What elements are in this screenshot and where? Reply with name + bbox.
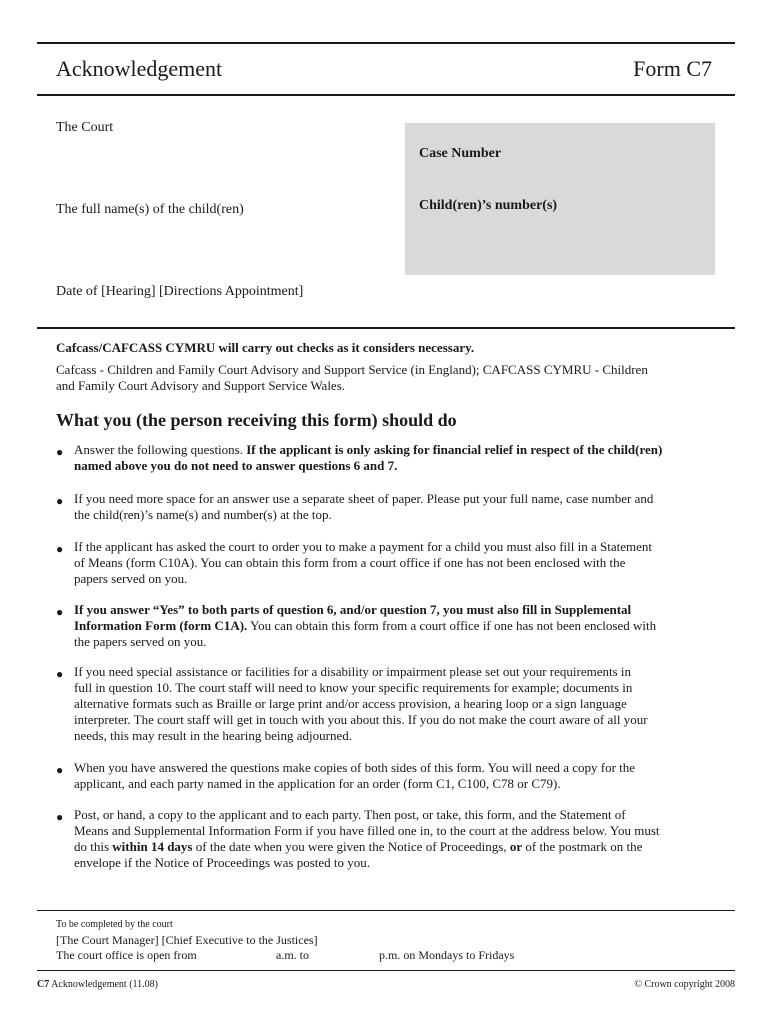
instruction-item bbox=[74, 602, 724, 650]
instruction-text: Answer the following questions. bbox=[74, 442, 247, 457]
footer-form-name: Acknowledgement (11.08) bbox=[49, 979, 159, 990]
children-numbers-label: Child(ren)’s number(s) bbox=[419, 198, 558, 213]
instruction-text: If you need special assistance or facilities for a disability or impairment please set out your requirements in bbox=[74, 664, 632, 679]
instruction-text: full in question 10. The court staff will need to know your specific requirements for example; documents in bbox=[74, 680, 633, 695]
footer-form-id bbox=[37, 979, 158, 991]
office-hours-am: a.m. to bbox=[276, 948, 309, 962]
instruction-text: envelope if the Notice of Proceedings was posted to you. bbox=[74, 855, 371, 870]
bullet-icon: ● bbox=[56, 810, 64, 824]
cafcass-notice: Cafcass/CAFCASS CYMRU will carry out checks as it considers necessary. bbox=[56, 340, 475, 355]
instruction-text: of Means (form C10A). You can obtain this form from a court office if one has not been enclosed with the bbox=[74, 555, 626, 570]
bullet-icon: ● bbox=[56, 494, 64, 508]
court-section-caption: To be completed by the court bbox=[56, 919, 173, 930]
instruction-item bbox=[74, 491, 724, 523]
court-section-rule bbox=[37, 910, 735, 911]
instruction-text: the papers served on you. bbox=[74, 634, 207, 649]
cafcass-definition-line: Cafcass - Children and Family Court Advisory and Support Service (in England); CAFCASS CYMRU - Children bbox=[56, 362, 648, 377]
children-names-label: The full name(s) of the child(ren) bbox=[56, 202, 244, 217]
top-rule bbox=[37, 42, 735, 44]
instruction-text: When you have answered the questions make copies of both sides of this form. You will need a copy for the bbox=[74, 760, 636, 775]
instruction-text: Post, or hand, a copy to the applicant and to each party. Then post, or take, this form, and the Statement of bbox=[74, 807, 626, 822]
instruction-item bbox=[74, 539, 724, 587]
section-rule bbox=[37, 327, 735, 329]
instruction-text: If the applicant has asked the court to order you to make a payment for a child you must also fill in a Statement bbox=[74, 539, 652, 554]
instruction-text: of the date when you were given the Notice of Proceedings, bbox=[192, 839, 510, 854]
instruction-text: the child(ren)’s name(s) and number(s) at the top. bbox=[74, 507, 332, 522]
instruction-item bbox=[74, 442, 724, 474]
court-manager-label: [The Court Manager] [Chief Executive to the Justices] bbox=[56, 933, 318, 947]
instruction-text: of the postmark on the bbox=[522, 839, 643, 854]
instruction-emphasis: within 14 days bbox=[112, 839, 193, 854]
instruction-emphasis: or bbox=[509, 839, 523, 854]
office-hours-label: The court office is open from bbox=[56, 948, 197, 962]
cafcass-definition-line: and Family Court Advisory and Support Service Wales. bbox=[56, 378, 346, 393]
bullet-icon: ● bbox=[56, 763, 64, 777]
bullet-icon: ● bbox=[56, 605, 64, 619]
instruction-text: papers served on you. bbox=[74, 571, 188, 586]
court-label: The Court bbox=[56, 120, 114, 135]
instruction-emphasis: Information Form (form C1A). bbox=[74, 618, 248, 633]
bullet-icon: ● bbox=[56, 667, 64, 681]
bullet-icon: ● bbox=[56, 542, 64, 556]
instruction-item bbox=[74, 760, 724, 792]
instruction-text: needs, this may result in the hearing being adjourned. bbox=[74, 728, 352, 743]
office-hours-pm: p.m. on Mondays to Fridays bbox=[379, 948, 515, 962]
instruction-emphasis: named above you do not need to answer questions 6 and 7. bbox=[74, 458, 398, 473]
case-number-label: Case Number bbox=[419, 146, 502, 161]
instruction-text: alternative formats such as Braille or large print and/or access provision, a hearing loop or a sign language bbox=[74, 696, 627, 711]
header-rule bbox=[37, 94, 735, 96]
instructions-heading: What you (the person receiving this form) should do bbox=[56, 410, 457, 430]
instruction-text: applicant, and each party named in the application for an order (form C1, C100, C78 or C79). bbox=[74, 776, 561, 791]
instruction-text: You can obtain this form from a court office if one has not been enclosed with bbox=[247, 618, 657, 633]
bullet-icon: ● bbox=[56, 445, 64, 459]
instruction-item bbox=[74, 807, 724, 871]
footer-copyright: © Crown copyright 2008 bbox=[634, 979, 735, 990]
instruction-item bbox=[74, 664, 724, 744]
instruction-emphasis: If you answer “Yes” to both parts of question 6, and/or question 7, you must also fill in Supplemental bbox=[74, 602, 632, 617]
instruction-text: interpreter. The court staff will get in touch with you about this. If you do not make the court aware of all your bbox=[74, 712, 648, 727]
instruction-text: Means and Supplemental Information Form if you have filled one in, to the court at the address below. You must bbox=[74, 823, 660, 838]
instruction-text: If you need more space for an answer use a separate sheet of paper. Please put your full name, case number and bbox=[74, 491, 654, 506]
footer-rule bbox=[37, 970, 735, 971]
instruction-emphasis: If the applicant is only asking for financial relief in respect of the child(ren) bbox=[246, 442, 663, 457]
footer-form-code: C7 bbox=[37, 979, 50, 990]
form-title: Acknowledgement bbox=[56, 56, 223, 81]
hearing-date-label: Date of [Hearing] [Directions Appointment] bbox=[56, 284, 304, 299]
instruction-text: do this bbox=[74, 839, 113, 854]
form-code: Form C7 bbox=[633, 56, 712, 81]
